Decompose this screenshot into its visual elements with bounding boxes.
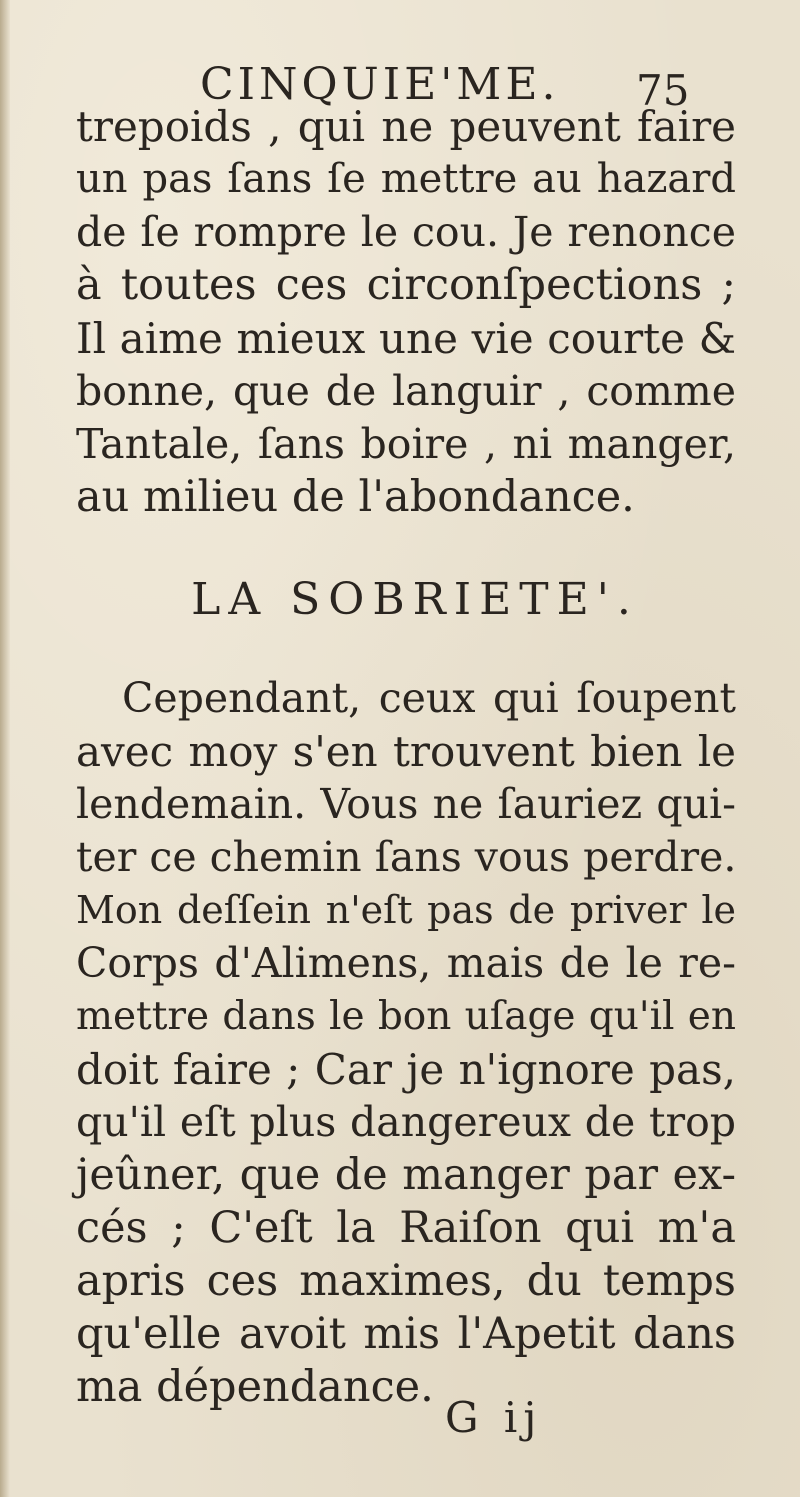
- text-line: Corps d'Alimens, mais de le re-: [76, 939, 736, 987]
- text-line: apris ces maximes, du temps: [76, 1256, 736, 1306]
- text-line: Tantale, ſans boire , ni manger,: [76, 420, 736, 468]
- binding-edge: [0, 0, 10, 1497]
- text-line: cés ; C'eſt la Raiſon qui m'a: [76, 1203, 736, 1253]
- text-line: ma dépendance.: [76, 1362, 434, 1412]
- page-number: 75: [636, 66, 690, 115]
- text-line: qu'elle avoit mis l'Apetit dans: [76, 1309, 736, 1359]
- text-line: bonne, que de languir , comme: [76, 367, 736, 415]
- signature-mark: G ij: [445, 1393, 543, 1442]
- text-line: de ſe rompre le cou. Je renonce: [76, 208, 736, 256]
- text-line: Cependant, ceux qui ſoupent: [122, 674, 736, 722]
- text-line: à toutes ces circonſpections ;: [76, 260, 736, 310]
- text-line: mettre dans le bon uſage qu'il en: [76, 994, 736, 1039]
- text-line: doit faire ; Car je n'ignore pas,: [76, 1045, 736, 1094]
- text-line: Mon deſſein n'eſt pas de priver le: [76, 888, 736, 932]
- running-head: CINQUIE'ME.: [200, 59, 560, 110]
- paragraph-2: [76, 672, 736, 1414]
- text-line: au milieu de l'abondance.: [76, 472, 635, 522]
- paragraph-1: [76, 100, 736, 524]
- text-line: trepoids , qui ne peuvent faire: [76, 102, 736, 151]
- text-line: jeûner, que de manger par ex-: [76, 1150, 736, 1200]
- text-line: avec moy s'en trouvent bien le: [76, 727, 736, 776]
- text-line: ter ce chemin ſans vous perdre.: [76, 833, 737, 881]
- text-line: lendemain. Vous ne ſauriez qui-: [76, 780, 736, 828]
- text-line: un pas ſans ſe mettre au hazard: [76, 156, 736, 202]
- text-line: qu'il eſt plus dangereux de trop: [76, 1098, 736, 1146]
- text-line: Il aime mieux une vie courte &: [76, 314, 736, 363]
- section-title: LA SOBRIETE'.: [191, 574, 639, 625]
